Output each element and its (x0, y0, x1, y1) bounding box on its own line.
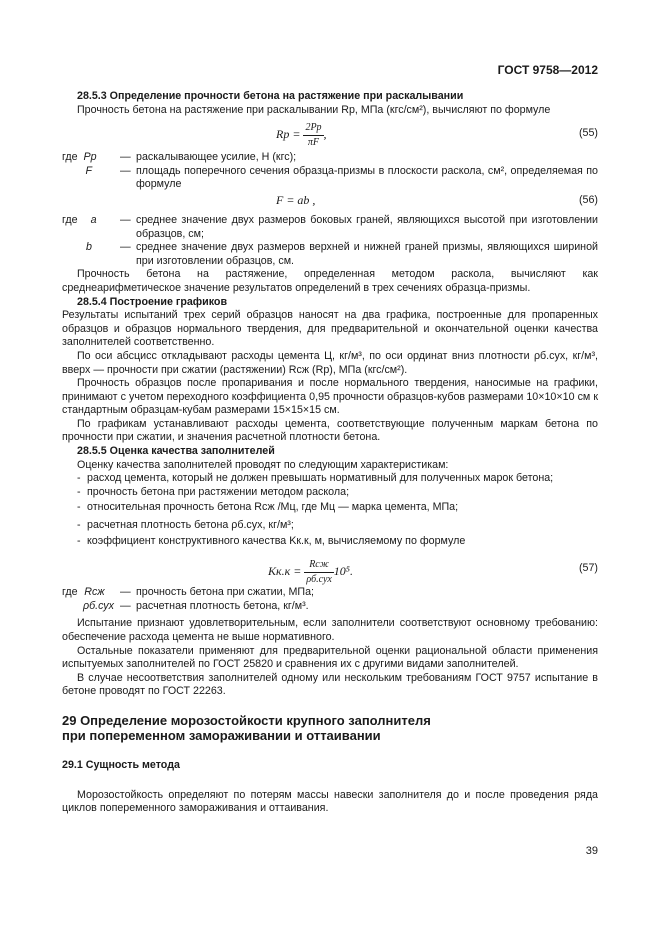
section-28-5-5-title: 28.5.5 Оценка качества заполнителей (77, 445, 275, 458)
fraction-denominator: πF (307, 136, 320, 148)
bullet-mark: - (77, 534, 81, 547)
definition-symbol: F (85, 164, 92, 177)
definitions-list (62, 586, 598, 613)
formula-number: (57) (578, 562, 598, 575)
where-label: где (62, 151, 78, 164)
formula-fraction (303, 121, 323, 149)
paragraph: Испытание признают удовлетворительным, если заполнители соответствуют основному требованию: обеспечение расхода цемента не выше нормативного. (62, 617, 598, 643)
formula-number: (56) (578, 193, 598, 206)
formula-number: (55) (578, 127, 598, 140)
list-item (77, 472, 598, 486)
definition-row (62, 165, 598, 192)
definition-row (62, 586, 598, 600)
fraction-numerator: Rсж (304, 558, 333, 573)
formula-56 (62, 192, 598, 214)
list-item-text: расчетная плотность бетона ρб.сух, кг/м³; (87, 519, 294, 532)
definition-text: площадь поперечного сечения образца-призмы в плоскости раскола, см², определяемая по формуле (136, 164, 598, 191)
fraction-numerator: 2Pр (303, 121, 323, 136)
paragraph: По оси абсцисс откладывают расходы цемента Ц, кг/м³, по оси ординат вниз плотности ρб.сух, кг/м³, вверх — прочности при сжатии (растяжении) Rсж (Rр), МПа (кгс/см²). (62, 349, 598, 376)
definition-row (62, 600, 598, 614)
bullet-mark: - (77, 501, 81, 514)
definition-text: прочность бетона при сжатии, МПа; (136, 586, 315, 599)
definition-text: среднее значение двух размеров боковых граней, являющихся высотой при изготовлении образцов, см; (136, 213, 598, 240)
fraction-denominator: ρб.сух (306, 573, 332, 585)
section-29-1-title: 29.1 Сущность метода (62, 758, 180, 771)
list-item-text: расход цемента, который не должен превышать нормативный для полученных марок бетона; (87, 472, 554, 485)
paragraph: Остальные показатели применяют для предварительной оценки рациональной области применения испытуемых заполнителей по ГОСТ 25820 и сравнения их с другими видами заполнителей. (62, 644, 598, 671)
formula-lhs: Rр = (276, 127, 301, 142)
paragraph: По графикам устанавливают расходы цемента, соответствующие полученным маркам бетона по прочности при сжатии, и значения расчетной плотности бетона. (62, 417, 598, 444)
formula-fraction (304, 558, 333, 586)
definition-symbol: Pр (83, 151, 97, 164)
paragraph: Прочность бетона на растяжение при раскалывании Rр, МПа (кгс/см²), вычисляют по формуле (77, 103, 551, 116)
formula-body (268, 558, 353, 586)
definition-row (62, 241, 598, 268)
list-item-text: коэффициент конструктивного качества Kк.к, м, вычисляемому по формуле (87, 534, 466, 547)
definition-dash: — (120, 241, 131, 254)
section-28-5-3-title: 28.5.3 Определение прочности бетона на растяжение при раскалывании (77, 90, 464, 102)
paragraph: Морозостойкость определяют по потерям массы навески заполнителя до и после проведения ряда циклов попеременного замораживания и оттаивания. (62, 788, 598, 815)
bullet-mark: - (77, 519, 81, 532)
paragraph: Оценку качества заполнителей проводят по следующим характеристикам: (77, 458, 449, 471)
definition-row (62, 214, 598, 241)
formula-body: F = ab , (276, 192, 316, 207)
page-header-code: ГОСТ 9758—2012 (497, 63, 598, 77)
formula-body (276, 121, 327, 149)
definitions-list (62, 214, 598, 268)
list-item (77, 486, 598, 500)
paragraph: Результаты испытаний трех серий образцов наносят на два графика, построенные для пропаренных образцов и образцов нормального твердения, для предварительной и окончательной оценки качества заполнителей соответственно. (62, 309, 598, 349)
section-28-5-4-title: 28.5.4 Построение графиков (77, 295, 228, 308)
where-label: где (62, 213, 78, 226)
definition-text: раскалывающее усилие, Н (кгс); (136, 151, 297, 164)
definition-text: среднее значение двух размеров верхней и нижней граней призмы, являющихся шириной при изготовлении образцов, см. (136, 241, 598, 267)
list-item (77, 501, 598, 515)
formula-lhs: Kк.к = (268, 564, 302, 579)
formula-tail: 10⁵. (333, 564, 353, 579)
formula-57 (62, 548, 598, 586)
definition-symbol: b (86, 241, 92, 254)
list-item (77, 519, 598, 533)
page-number: 39 (585, 845, 598, 857)
formula-55 (62, 117, 598, 151)
section-29-title (62, 713, 598, 743)
paragraph: Прочность бетона на растяжение, определенная методом раскола, вычисляют как среднеарифметическое значение результатов определений в трех сечениях образца-призмы. (62, 268, 598, 294)
definition-row (62, 151, 598, 165)
page-content (62, 90, 598, 816)
formula-tail: , (323, 127, 327, 142)
list-item-text: относительная прочность бетона Rсж /Мц, где Мц — марка цемента, МПа; (87, 501, 459, 514)
section-title-line: 29 Определение морозостойкости крупного заполнителя (62, 712, 431, 728)
definition-dash: — (120, 213, 131, 226)
definition-text: расчетная плотность бетона, кг/м³. (136, 599, 309, 612)
definition-dash: — (120, 599, 131, 612)
list-item (77, 535, 598, 549)
definition-symbol: a (90, 213, 97, 226)
where-label: где (62, 586, 78, 599)
bullet-mark: - (77, 485, 81, 498)
definition-symbol: ρб.сух (82, 599, 114, 612)
section-title-line: при попеременном замораживании и оттаивании (62, 727, 381, 743)
criteria-list (77, 472, 598, 548)
paragraph: В случае несоответствия заполнителей одному или нескольким требованиям ГОСТ 9757 испытание в бетоне проводят по ГОСТ 22263. (62, 671, 598, 698)
paragraph: Прочность образцов после пропаривания и после нормального твердения, наносимые на графики, принимают с учетом переходного коэффициента 0,95 прочности образцов-кубов размерами 10×10×10 см к стандартным образцам-кубам размерами 15×15×15 см. (62, 377, 598, 417)
list-item-text: прочность бетона при растяжении методом раскола; (87, 485, 350, 498)
definitions-list (62, 151, 598, 192)
definition-dash: — (120, 586, 131, 599)
definition-symbol: Rсж (84, 586, 105, 599)
definition-dash: — (120, 164, 131, 177)
bullet-mark: - (77, 472, 81, 485)
definition-dash: — (120, 151, 131, 164)
